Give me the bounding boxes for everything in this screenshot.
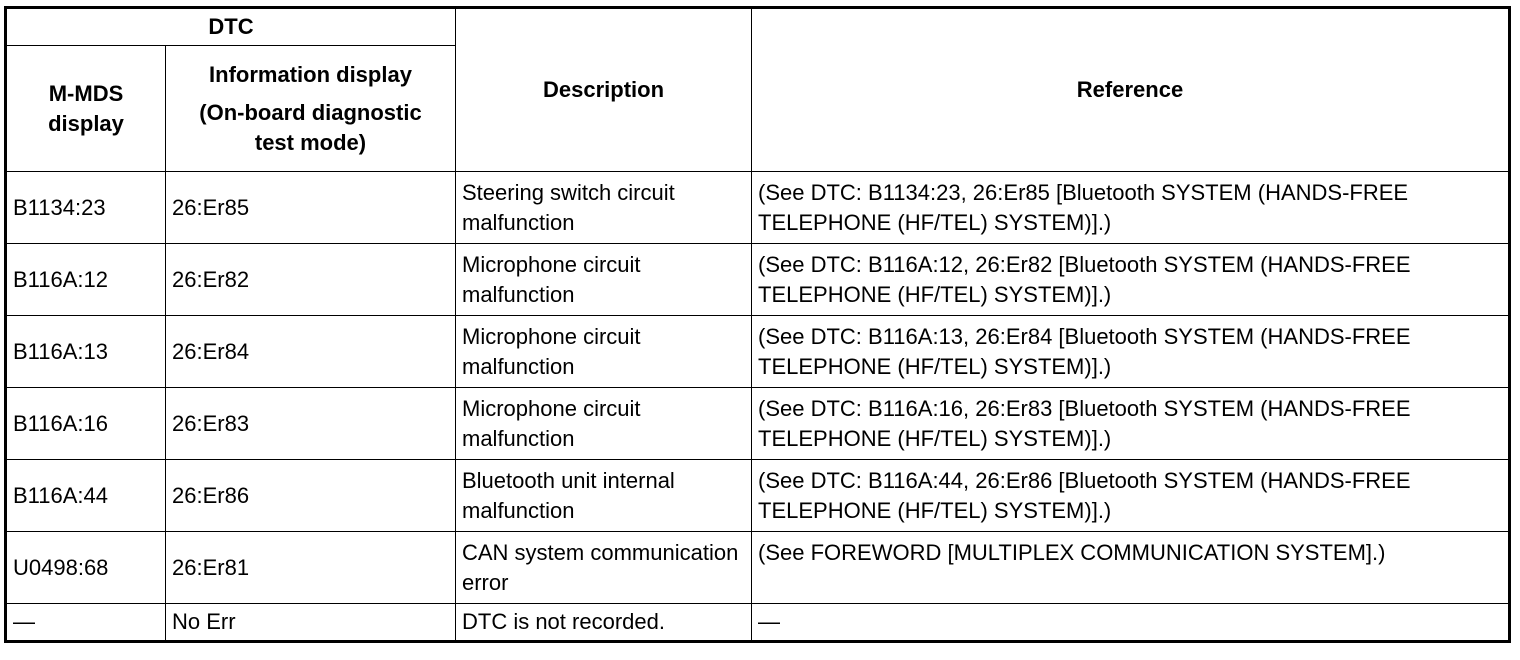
table-row xyxy=(6,316,1510,388)
cell-info: 26:Er84 xyxy=(166,316,456,388)
cell-reference: (See DTC: B116A:16, 26:Er83 [Bluetooth SYSTEM (HANDS-FREE TELEPHONE (HF/TEL) SYSTEM)].) xyxy=(752,388,1510,460)
cell-info: 26:Er81 xyxy=(166,532,456,604)
header-description: Description xyxy=(456,8,752,172)
cell-description: Bluetooth unit internal malfunction xyxy=(456,460,752,532)
cell-mmds: B116A:12 xyxy=(6,244,166,316)
header-mmds-line1: M-MDS xyxy=(48,80,124,106)
cell-reference: (See DTC: B116A:12, 26:Er82 [Bluetooth SYSTEM (HANDS-FREE TELEPHONE (HF/TEL) SYSTEM)].) xyxy=(752,244,1510,316)
cell-description: Microphone circuit malfunction xyxy=(456,244,752,316)
cell-info: 26:Er83 xyxy=(166,388,456,460)
cell-info: 26:Er82 xyxy=(166,244,456,316)
table-row xyxy=(6,532,1510,604)
table-row xyxy=(6,460,1510,532)
cell-info: No Err xyxy=(166,604,456,642)
header-information-display xyxy=(166,46,456,172)
cell-description: Steering switch circuit malfunction xyxy=(456,172,752,244)
header-row-top xyxy=(6,8,1510,46)
cell-description: Microphone circuit malfunction xyxy=(456,316,752,388)
header-mmds-display xyxy=(6,46,166,172)
cell-reference: (See DTC: B116A:44, 26:Er86 [Bluetooth SYSTEM (HANDS-FREE TELEPHONE (HF/TEL) SYSTEM)].) xyxy=(752,460,1510,532)
cell-description: Microphone circuit malfunction xyxy=(456,388,752,460)
dtc-table xyxy=(4,6,1511,643)
cell-reference: (See DTC: B1134:23, 26:Er85 [Bluetooth SYSTEM (HANDS-FREE TELEPHONE (HF/TEL) SYSTEM)].) xyxy=(752,172,1510,244)
cell-mmds: B116A:16 xyxy=(6,388,166,460)
table-row xyxy=(6,172,1510,244)
cell-reference: (See FOREWORD [MULTIPLEX COMMUNICATION SYSTEM].) xyxy=(752,532,1510,604)
header-info-line3: test mode) xyxy=(254,129,367,155)
cell-info: 26:Er86 xyxy=(166,460,456,532)
cell-reference: (See DTC: B116A:13, 26:Er84 [Bluetooth SYSTEM (HANDS-FREE TELEPHONE (HF/TEL) SYSTEM)].) xyxy=(752,316,1510,388)
table-row xyxy=(6,604,1510,642)
table-row xyxy=(6,388,1510,460)
header-mmds-line2: display xyxy=(48,110,124,136)
header-dtc: DTC xyxy=(6,8,456,46)
header-info-line1: Information display xyxy=(209,61,412,87)
cell-description: CAN system communication error xyxy=(456,532,752,604)
cell-info: 26:Er85 xyxy=(166,172,456,244)
cell-mmds: U0498:68 xyxy=(6,532,166,604)
cell-mmds: B1134:23 xyxy=(6,172,166,244)
cell-reference: — xyxy=(752,604,1510,642)
table-row xyxy=(6,244,1510,316)
header-info-line2: (On-board diagnostic xyxy=(199,99,422,125)
cell-mmds: B116A:44 xyxy=(6,460,166,532)
cell-description: DTC is not recorded. xyxy=(456,604,752,642)
dtc-table-wrapper xyxy=(4,6,1511,643)
cell-mmds: — xyxy=(6,604,166,642)
cell-mmds: B116A:13 xyxy=(6,316,166,388)
header-reference: Reference xyxy=(752,8,1510,172)
